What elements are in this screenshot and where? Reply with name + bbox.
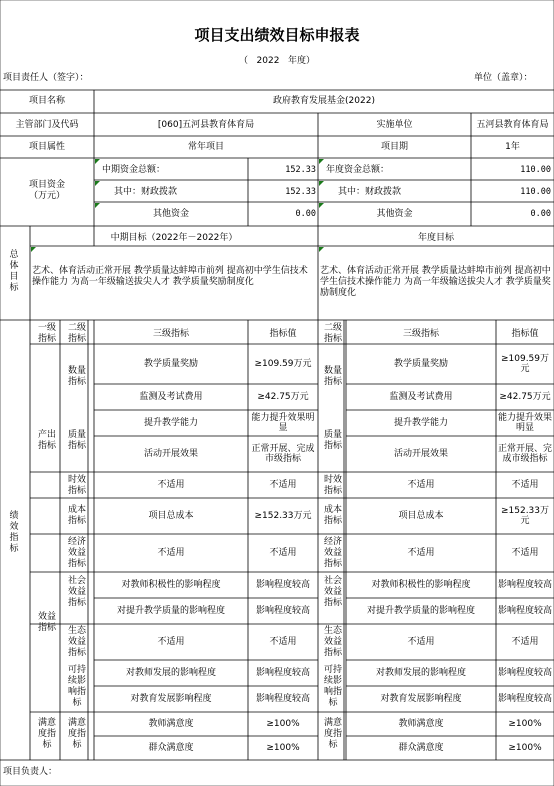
indicator-cell: [346, 598, 496, 624]
indicator-cell: [248, 344, 318, 384]
year-value-cell: ≥152.33万元: [500, 506, 550, 526]
indicator-cell: [94, 436, 248, 472]
mid-level3-cell: 群众满意度: [148, 743, 194, 753]
mid-total-value: 152.33: [285, 165, 316, 175]
form-year: （ 2022 年度）: [238, 56, 316, 66]
year-value-cell: 能力提升效果明显: [498, 413, 553, 433]
indicator-cell: [496, 344, 554, 384]
year-header-level3: 三级指标: [402, 329, 439, 339]
indicator-cell: [346, 472, 496, 498]
fund-label: [0, 180, 94, 202]
indicator-cell: [346, 436, 496, 472]
indicator-cell: [496, 686, 554, 712]
indicator-cell: [496, 410, 554, 436]
mid-l2-economic: 经济效益指标: [67, 537, 86, 569]
dept-label: 主管部门及代码: [15, 120, 79, 130]
mid-level3-cell: 对教师发展的影响程度: [125, 668, 216, 678]
indicator-cell: [496, 624, 554, 660]
cell-marker-icon: [319, 181, 324, 186]
year-total-value: 110.00: [520, 165, 551, 175]
indicator-cell: [346, 736, 496, 760]
mid-goal-header: 中期目标（2022年－2022年）: [110, 233, 238, 243]
year-level3-cell: 对教师发展的影响程度: [375, 668, 466, 678]
mid-level3-cell: 对提升教学质量的影响程度: [116, 606, 225, 616]
indicator-cell: [496, 660, 554, 686]
mid-header-level3: 三级指标: [152, 329, 189, 339]
responsible-sign-label: 项目责任人（签字）：: [3, 73, 89, 83]
indicator-cell: [346, 712, 496, 736]
mid-value-cell: 不适用: [269, 637, 297, 647]
period-label: 项目期: [380, 142, 408, 152]
year-l2-ecological: 生态效益指标: [323, 626, 342, 658]
indicator-cell: [248, 436, 318, 472]
project-name-value: 政府教育发展基金(2022): [273, 96, 375, 106]
mid-level3-cell: 不适用: [157, 480, 185, 490]
cell-marker-icon: [95, 203, 100, 208]
indicator-cell: [248, 410, 318, 436]
indicator-cell: [248, 624, 318, 660]
year-value-cell: 影响程度较高: [498, 580, 553, 590]
year-value-cell: ≥109.59万元: [500, 354, 550, 374]
mid-value-cell: 影响程度较高: [255, 668, 310, 678]
mid-value-cell: ≥42.75万元: [257, 392, 309, 402]
indicator-cell: [248, 736, 318, 760]
year-value-cell: ≥42.75万元: [499, 392, 551, 402]
year-value-cell: ≥100%: [508, 719, 542, 729]
year-goal-text: 艺术、体育活动正常开展 教学质量达蚌埠市前列 提高初中学生信技术操作能力 为高一年级输送拔尖人才 教学质量奖励制度化: [320, 266, 551, 298]
fund-label-line1: 项目资金: [28, 180, 65, 190]
mid-level3-cell: 对教育发展影响程度: [130, 694, 212, 704]
goal-side-label: 总体目标: [9, 250, 19, 293]
indicator-cell: [248, 384, 318, 410]
year-value-cell: 影响程度较高: [498, 606, 553, 616]
mid-value-cell: 正常开展、完成市级指标: [251, 444, 315, 464]
mid-value-cell: ≥100%: [266, 743, 300, 753]
mid-value-cell: 影响程度较高: [255, 694, 310, 704]
attr-label: 项目属性: [28, 142, 65, 152]
mid-l2-satisfaction: 满意度指标: [67, 718, 86, 750]
indicator-cell: [248, 534, 318, 572]
mid-level3-cell: 活动开展效果: [143, 449, 198, 459]
year-l2-satisfaction: 满意度指标: [323, 718, 342, 750]
period-value: 1年: [505, 142, 520, 152]
indicator-cell: [496, 534, 554, 572]
indicator-cell: [346, 384, 496, 410]
indicator-cell: [496, 498, 554, 534]
year-header-level2: 二级指标: [323, 323, 342, 344]
level1-satisfaction: 满意度指标: [37, 718, 56, 750]
year-level3-cell: 群众满意度: [398, 743, 444, 753]
indicator-cell: [248, 598, 318, 624]
indicator-cell: [346, 686, 496, 712]
indicator-cell: [496, 712, 554, 736]
mid-header-value: 指标值: [269, 329, 297, 339]
mid-level3-cell: 教师满意度: [148, 719, 194, 729]
perf-side-label: 绩效指标: [9, 511, 19, 554]
indicator-cell: [94, 712, 248, 736]
impl-unit-value: 五河县教育体育局: [476, 120, 549, 130]
year-level3-cell: 不适用: [407, 480, 435, 490]
mid-total-label: 中期资金总额：: [102, 165, 166, 175]
mid-value-cell: 不适用: [269, 548, 297, 558]
indicator-cell: [94, 498, 248, 534]
indicator-cell: [496, 572, 554, 598]
year-other-value: 0.00: [530, 209, 551, 219]
cell-marker-icon: [319, 159, 324, 164]
year-level3-cell: 对提升教学质量的影响程度: [366, 606, 475, 616]
mid-level3-cell: 对教师积极性的影响程度: [121, 580, 221, 590]
mid-l2-quantity: 数量指标: [67, 366, 86, 387]
year-l2-social: 社会效益指标: [323, 576, 342, 608]
dept-value: [060]五河县教育体育局: [157, 120, 255, 130]
mid-value-cell: ≥109.59万元: [254, 359, 312, 369]
indicator-cell: [346, 344, 496, 384]
mid-fiscal-label: 其中：财政拨款: [114, 187, 178, 197]
year-value-cell: 不适用: [511, 637, 539, 647]
mid-l2-sustainable: 可持续影响指标: [67, 665, 86, 708]
mid-l2-quality: 质量指标: [67, 430, 86, 451]
indicator-cell: [248, 572, 318, 598]
attr-value: 常年项目: [187, 142, 224, 152]
year-total-label: 年度资金总额：: [326, 165, 390, 175]
year-level3-cell: 提升教学能力: [393, 418, 448, 428]
level1-output: 产出指标: [37, 430, 56, 451]
year-level3-cell: 活动开展效果: [393, 449, 448, 459]
year-value-cell: 不适用: [511, 548, 539, 558]
mid-value-cell: 影响程度较高: [255, 580, 310, 590]
year-l2-sustainable: 可持续影响指标: [323, 665, 342, 708]
unit-stamp-label: 单位（盖章）：: [474, 73, 533, 83]
mid-goal-text: 艺术、体育活动正常开展 教学质量达蚌埠市前列 提高初中学生信技术操作能力 为高一年级输送拔尖人才 教学质量奖励制度化: [32, 266, 308, 287]
indicator-cell: [346, 572, 496, 598]
project-name-label: 项目名称: [28, 96, 65, 106]
year-l2-quantity: 数量指标: [323, 366, 342, 387]
year-level3-cell: 教学质量奖励: [393, 359, 448, 369]
mid-value-cell: 影响程度较高: [255, 606, 310, 616]
indicator-cell: [346, 660, 496, 686]
year-level3-cell: 不适用: [407, 548, 435, 558]
level1-benefit: 效益指标: [37, 612, 56, 633]
mid-other-label: 其他资金: [152, 209, 189, 219]
year-other-label: 其他资金: [376, 209, 413, 219]
year-level3-cell: 对教育发展影响程度: [380, 694, 462, 704]
mid-level3-cell: 不适用: [157, 548, 185, 558]
year-l2-cost: 成本指标: [323, 505, 342, 526]
fund-label-line2: （万元）: [28, 191, 65, 201]
year-goal-header: 年度目标: [417, 233, 454, 243]
indicator-cell: [496, 436, 554, 472]
indicator-cell: [346, 624, 496, 660]
year-level3-cell: 监测及考试费用: [389, 392, 453, 402]
indicator-cell: [346, 410, 496, 436]
mid-value-cell: 能力提升效果明显: [251, 413, 315, 433]
mid-level3-cell: 项目总成本: [148, 511, 194, 521]
indicator-cell: [346, 498, 496, 534]
indicator-cell: [248, 712, 318, 736]
indicator-cell: [94, 572, 248, 598]
indicator-cell: [94, 344, 248, 384]
mid-l2-social: 社会效益指标: [67, 576, 86, 608]
year-fiscal-label: 其中：财政拨款: [338, 187, 402, 197]
indicator-cell: [94, 472, 248, 498]
indicator-cell: [496, 384, 554, 410]
indicator-cell: [496, 472, 554, 498]
mid-level3-cell: 不适用: [157, 637, 185, 647]
indicator-cell: [496, 736, 554, 760]
year-level3-cell: 教师满意度: [398, 719, 444, 729]
year-level3-cell: 项目总成本: [398, 511, 444, 521]
mid-value-cell: 不适用: [269, 480, 297, 490]
indicator-cell: [94, 686, 248, 712]
cell-marker-icon: [95, 181, 100, 186]
footer-responsible-label: 项目负责人：: [3, 767, 58, 777]
form-title: 项目支出绩效目标申报表: [194, 26, 360, 44]
indicator-cell: [94, 624, 248, 660]
mid-l2-timeliness: 时效指标: [67, 475, 86, 496]
year-value-cell: 不适用: [511, 480, 539, 490]
indicator-cell: [248, 686, 318, 712]
year-fiscal-value: 110.00: [520, 187, 551, 197]
year-value-cell: 影响程度较高: [498, 668, 553, 678]
mid-level3-cell: 监测及考试费用: [139, 392, 203, 402]
mid-header-level1: 一级指标: [37, 323, 56, 344]
impl-unit-label: 实施单位: [376, 120, 413, 130]
mid-level3-cell: 提升教学能力: [143, 418, 198, 428]
year-l2-economic: 经济效益指标: [323, 537, 342, 569]
indicator-cell: [248, 472, 318, 498]
cell-marker-icon: [319, 203, 324, 208]
indicator-cell: [94, 534, 248, 572]
indicator-cell: [94, 598, 248, 624]
indicator-cell: [94, 660, 248, 686]
mid-header-level2: 二级指标: [67, 323, 86, 344]
mid-fiscal-value: 152.33: [285, 187, 316, 197]
mid-value-cell: ≥100%: [266, 719, 300, 729]
year-value-cell: 正常开展、完成市级指标: [498, 444, 553, 464]
indicator-cell: [496, 598, 554, 624]
year-value-cell: ≥100%: [508, 743, 542, 753]
mid-l2-cost: 成本指标: [67, 505, 86, 526]
year-l2-quality: 质量指标: [323, 430, 342, 451]
indicator-cell: [346, 534, 496, 572]
mid-value-cell: ≥152.33万元: [254, 511, 312, 521]
year-level3-cell: 不适用: [407, 637, 435, 647]
indicator-cell: [94, 384, 248, 410]
indicator-cell: [248, 498, 318, 534]
cell-marker-icon: [319, 247, 324, 252]
cell-marker-icon: [31, 247, 36, 252]
indicator-cell: [94, 410, 248, 436]
year-l2-timeliness: 时效指标: [323, 475, 342, 496]
mid-other-value: 0.00: [295, 209, 316, 219]
year-level3-cell: 对教师积极性的影响程度: [371, 580, 471, 590]
year-value-cell: 影响程度较高: [498, 694, 553, 704]
cell-marker-icon: [95, 159, 100, 164]
indicator-cell: [94, 736, 248, 760]
mid-level3-cell: 教学质量奖励: [143, 359, 198, 369]
indicator-cell: [248, 660, 318, 686]
mid-l2-ecological: 生态效益指标: [67, 626, 86, 658]
year-header-value: 指标值: [511, 329, 539, 339]
